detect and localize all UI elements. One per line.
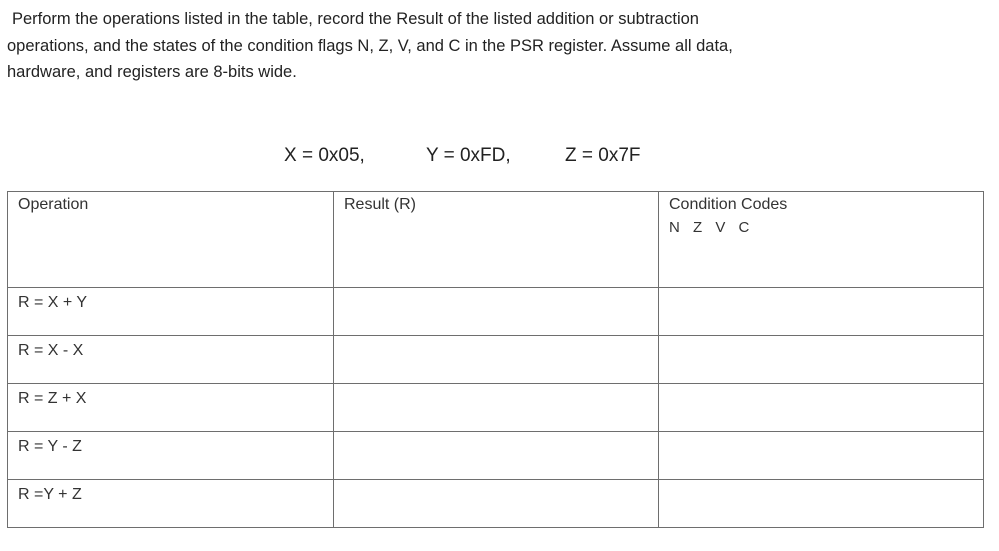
condition-codes-cell[interactable] (659, 336, 984, 384)
table-row (8, 432, 984, 480)
instructions-line: hardware, and registers are 8-bits wide. (7, 63, 297, 81)
condition-codes-cell[interactable] (659, 288, 984, 336)
table-row (8, 480, 984, 528)
given-z: Z = 0x7F (565, 145, 641, 166)
condition-codes-cell[interactable] (659, 432, 984, 480)
given-x: X = 0x05, (284, 145, 365, 166)
table-header-row (8, 192, 984, 288)
operation-cell: R = Z + X (8, 384, 334, 432)
header-operation: Operation (18, 196, 89, 213)
instructions-line: Perform the operations listed in the table, record the Result of the listed addition or subtraction (12, 10, 699, 28)
table-row (8, 288, 984, 336)
result-cell[interactable] (334, 288, 659, 336)
table-row (8, 384, 984, 432)
condition-codes-cell[interactable] (659, 384, 984, 432)
operations-table (7, 191, 984, 528)
header-result: Result (R) (344, 196, 417, 213)
operation-cell: R =Y + Z (8, 480, 334, 528)
header-condition-codes: Condition Codes (669, 196, 788, 213)
operation-cell: R = Y - Z (8, 432, 334, 480)
operation-cell: R = X + Y (8, 288, 334, 336)
result-cell[interactable] (334, 432, 659, 480)
given-y: Y = 0xFD, (426, 145, 511, 166)
instructions-line: operations, and the states of the condition flags N, Z, V, and C in the PSR register. Assume all data, (7, 36, 733, 55)
header-operation-cell (8, 192, 334, 288)
header-result-cell (334, 192, 659, 288)
table-row (8, 336, 984, 384)
header-condition-codes-cell (659, 192, 984, 288)
result-cell[interactable] (334, 384, 659, 432)
given-values (0, 145, 999, 173)
result-cell[interactable] (334, 336, 659, 384)
condition-codes-cell[interactable] (659, 480, 984, 528)
instructions-paragraph (7, 6, 887, 86)
operation-cell: R = X - X (8, 336, 334, 384)
result-cell[interactable] (334, 480, 659, 528)
header-flags: N Z V C (669, 219, 751, 236)
